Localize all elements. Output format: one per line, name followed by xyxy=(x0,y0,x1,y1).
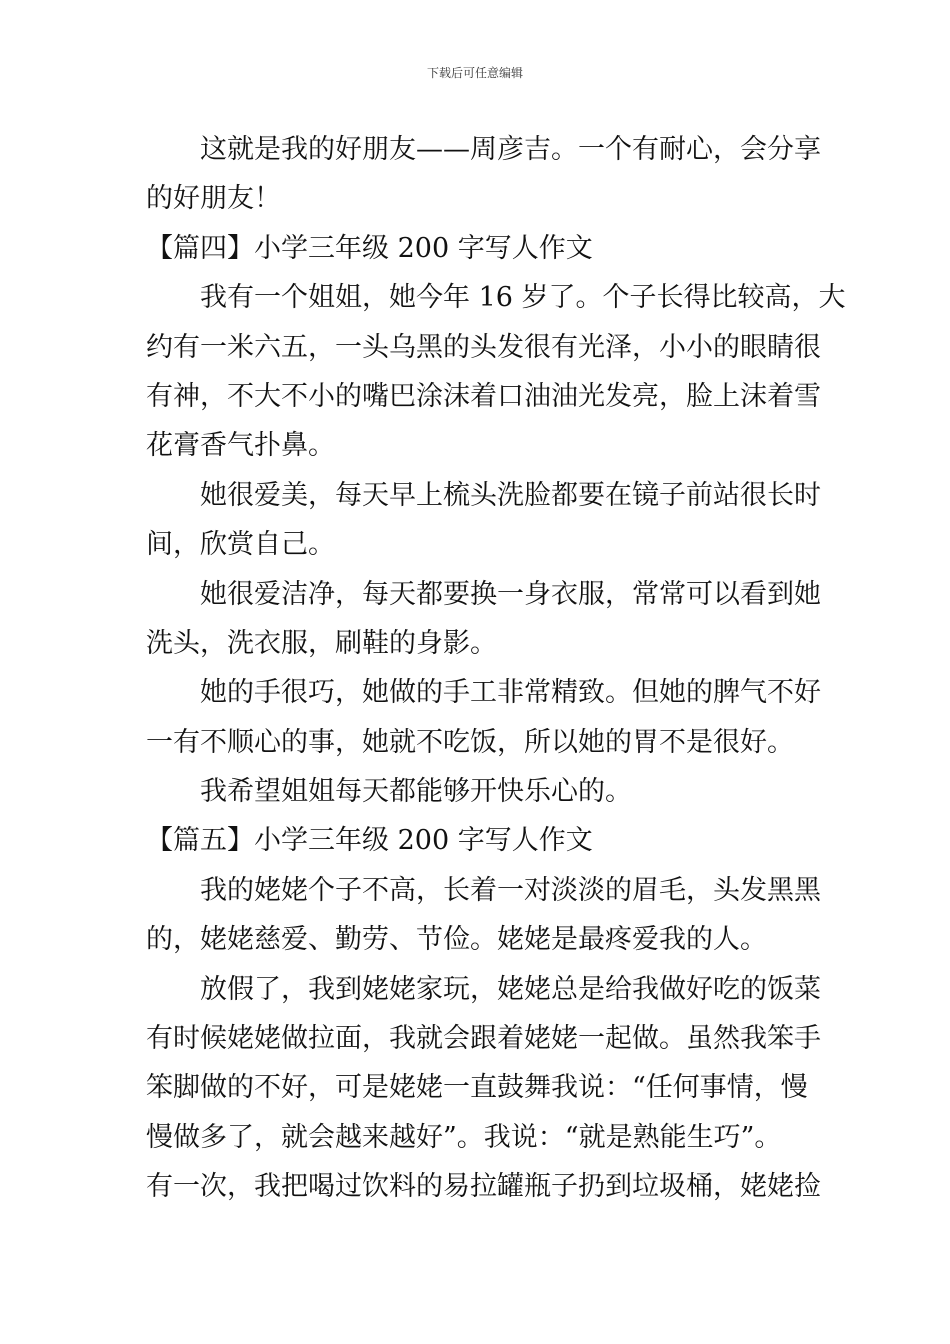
text-line: 有神，不大不小的嘴巴涂沫着口油油光发亮，脸上沫着雪 xyxy=(146,380,821,412)
text-line: 慢做多了，就会越来越好”。我说：“就是熟能生巧”。 xyxy=(146,1121,782,1153)
text-line: 有一次，我把喝过饮料的易拉罐瓶子扔到垃圾桶，姥姥捡 xyxy=(146,1171,821,1203)
text-line: 一有不顺心的事，她就不吃饭，所以她的胃不是很好。 xyxy=(146,726,794,758)
text-line: 她很爱洁净，每天都要换一身衣服，常常可以看到她 xyxy=(200,578,821,610)
text-line: 我希望姐姐每天都能够开快乐心的。 xyxy=(200,776,632,808)
text-line: 花膏香气扑鼻。 xyxy=(146,430,335,462)
text-line: 她的手很巧，她做的手工非常精致。但她的脾气不好 xyxy=(200,677,821,709)
text-line: 放假了，我到姥姥家玩，姥姥总是给我做好吃的饭菜 xyxy=(200,973,821,1005)
text-line: 洗头，洗衣服，刷鞋的身影。 xyxy=(146,627,497,659)
document-body xyxy=(146,125,846,1212)
text-line: 她很爱美，每天早上梳头洗脸都要在镜子前站很长时 xyxy=(200,479,821,511)
text-line: 这就是我的好朋友——周彦吉。一个有耐心，会分享 xyxy=(200,134,821,165)
text-line: 的，姥姥慈爱、勤劳、节俭。姥姥是最疼爱我的人。 xyxy=(146,924,767,956)
page-header: 下载后可任意编辑 xyxy=(426,66,523,80)
section-heading: 【篇四】小学三年级 200 字写人作文 xyxy=(146,232,593,264)
text-line: 我有一个姐姐，她今年 16 岁了。个子长得比较高，大 xyxy=(200,282,846,314)
text-line: 笨脚做的不好，可是姥姥一直鼓舞我说：“任何事情，慢 xyxy=(146,1072,808,1104)
text-line: 约有一米六五，一头乌黑的头发很有光泽，小小的眼睛很 xyxy=(146,331,821,363)
text-line: 的好朋友！ xyxy=(146,183,281,215)
text-line: 有时候姥姥做拉面，我就会跟着姥姥一起做。虽然我笨手 xyxy=(146,1023,821,1055)
text-line: 我的姥姥个子不高，长着一对淡淡的眉毛，头发黑黑 xyxy=(200,874,821,906)
section-heading: 【篇五】小学三年级 200 字写人作文 xyxy=(146,825,593,857)
text-line: 间，欣赏自己。 xyxy=(146,529,335,561)
